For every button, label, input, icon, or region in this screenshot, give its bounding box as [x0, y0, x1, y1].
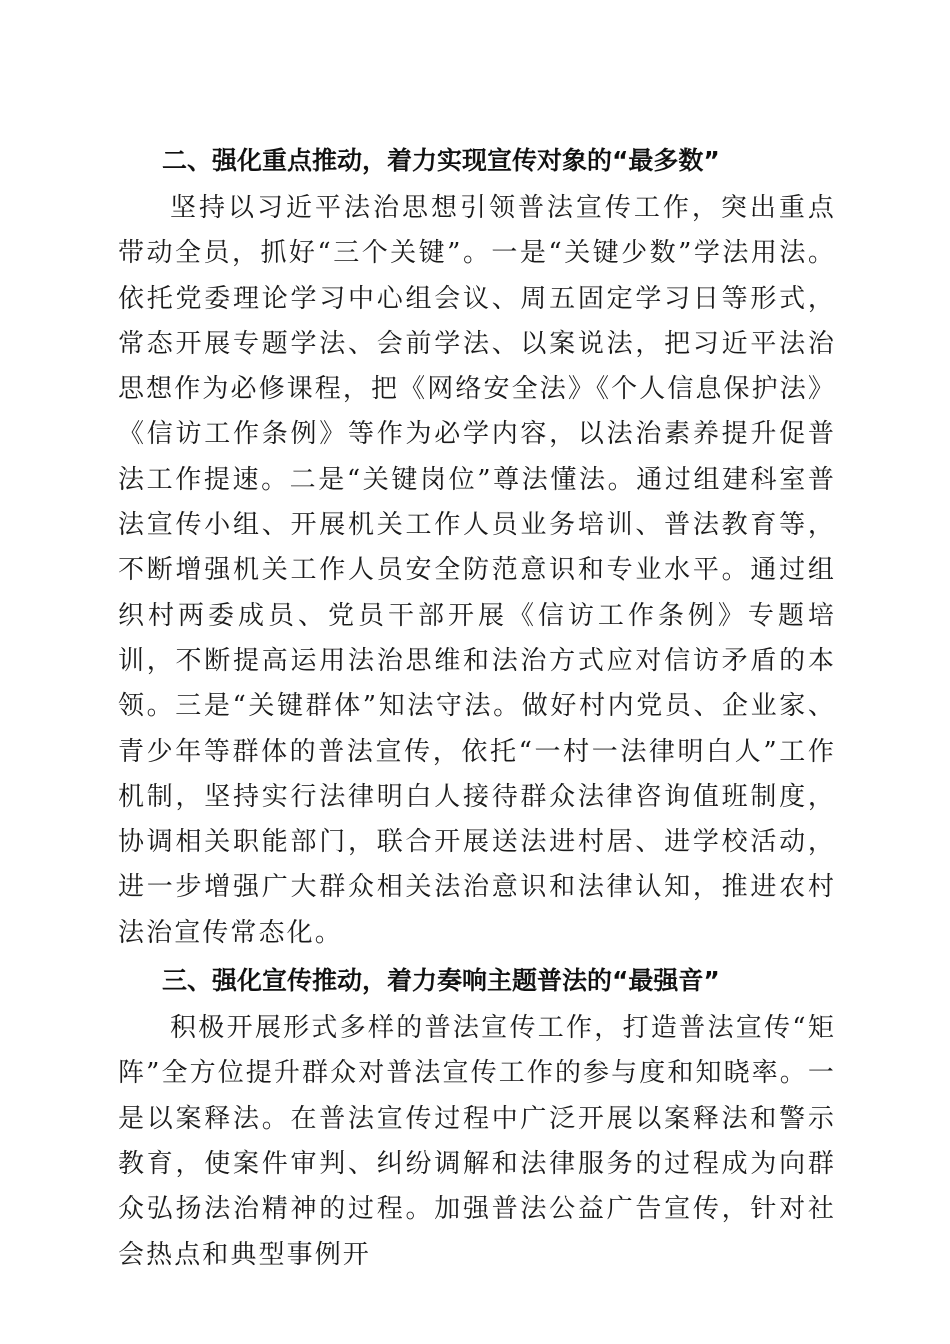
document-body [118, 138, 836, 1278]
section-3-paragraph: 积极开展形式多样的普法宣传工作，打造普法宣传“矩阵”全方位提升群众对普法宣传工作的参与度和知晓率。一是以案释法。在普法宣传过程中广泛开展以案释法和警示教育，使案件审判、纠纷调解和法律服务的过程成为向群众弘扬法治精神的过程。加强普法公益广告宣传，针对社会热点和典型事例开 [118, 1013, 836, 1270]
section-3-heading: 三、强化宣传推动，着力奏响主题普法的“最强音” [162, 966, 720, 996]
section-2-heading: 二、强化重点推动，着力实现宣传对象的“最多数” [162, 146, 720, 175]
section-2-paragraph: 坚持以习近平法治思想引领普法宣传工作，突出重点带动全员，抓好“三个关键”。一是“关键少数”学法用法。依托党委理论学习中心组会议、周五固定学习日等形式，常态开展专题学法、会前学法、以案说法，把习近平法治思想作为必修课程，把《网络安全法》《个人信息保护法》《信访工作条例》等作为必学内容，以法治素养提升促普法工作提速。二是“关键岗位”尊法懂法。通过组建科室普法宣传小组、开展机关工作人员业务培训、普法教育等，不断增强机关工作人员安全防范意识和专业水平。通过组织村两委成员、党员干部开展《信访工作条例》专题培训，不断提高运用法治思维和法治方式应对信访矛盾的本领。三是“关键群体”知法守法。做好村内党员、企业家、青少年等群体的普法宣传，依托“一村一法律明白人”工作机制，坚持实行法律明白人接待群众法律咨询值班制度，协调相关职能部门，联合开展送法进村居、进学校活动，进一步增强广大群众相关法治意识和法律认知，推进农村法治宣传常态化。 [118, 193, 836, 948]
